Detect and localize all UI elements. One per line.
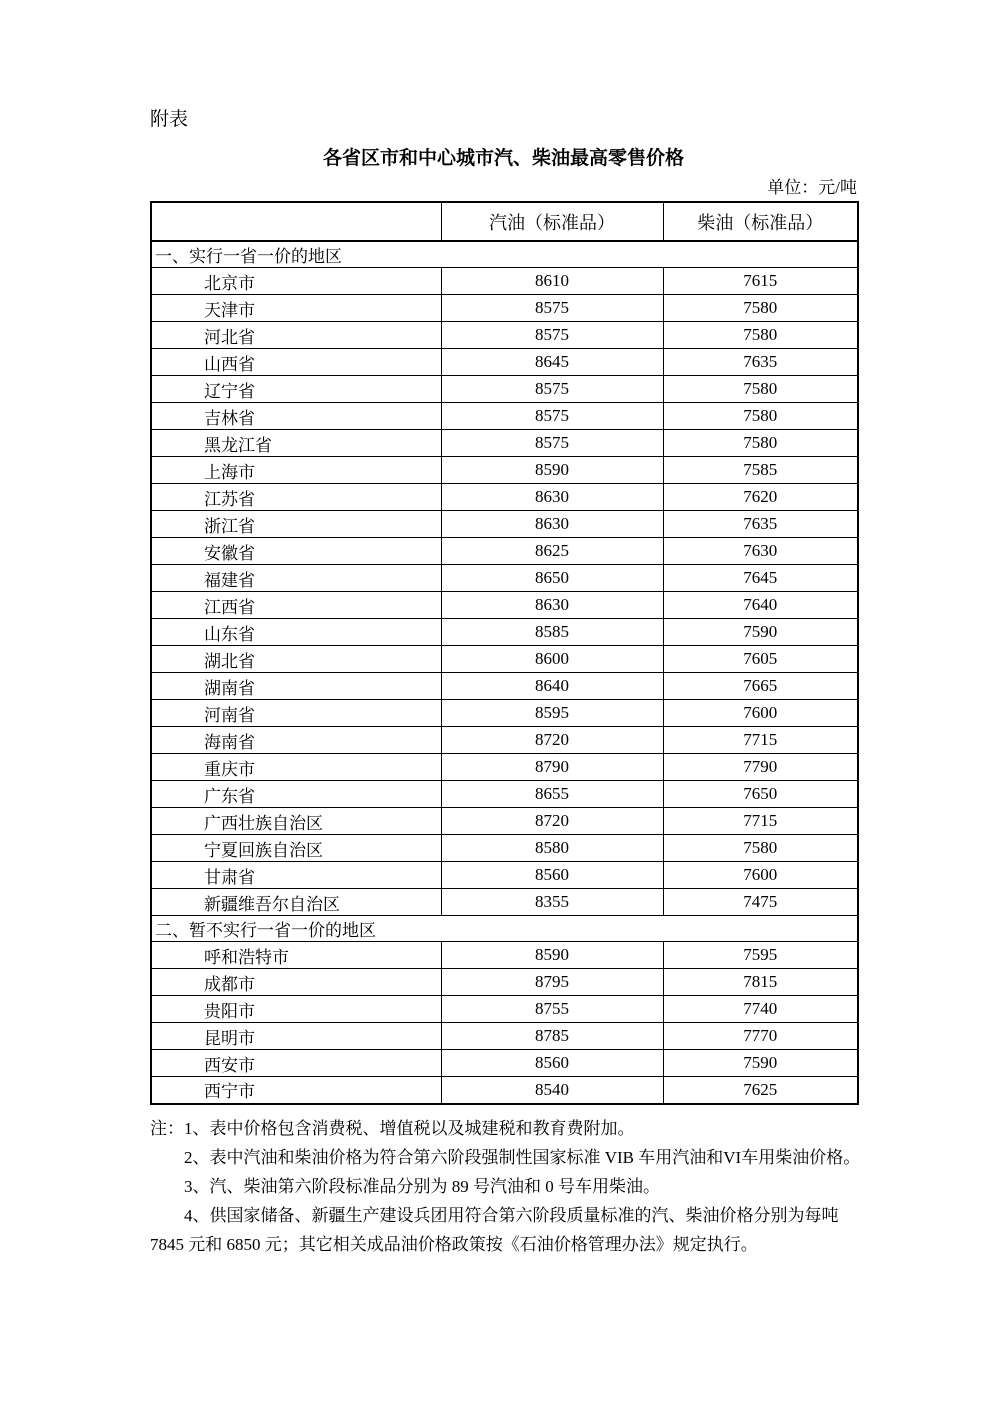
- diesel-price-cell: 7580: [663, 403, 858, 430]
- gasoline-price-cell: 8720: [441, 727, 663, 754]
- diesel-price-cell: 7590: [663, 619, 858, 646]
- table-row: [151, 969, 858, 996]
- gasoline-price-cell: 8575: [441, 322, 663, 349]
- gasoline-price-cell: 8560: [441, 1050, 663, 1077]
- diesel-price-cell: 7815: [663, 969, 858, 996]
- region-cell: 湖北省: [151, 646, 441, 673]
- gasoline-price-cell: 8645: [441, 349, 663, 376]
- table-row: [151, 592, 858, 619]
- gasoline-price-cell: 8720: [441, 808, 663, 835]
- region-cell: 浙江省: [151, 511, 441, 538]
- page-title: 各省区市和中心城市汽、柴油最高零售价格: [322, 148, 684, 169]
- table-row: [151, 754, 858, 781]
- diesel-price-cell: 7640: [663, 592, 858, 619]
- diesel-price-cell: 7580: [663, 322, 858, 349]
- gasoline-price-cell: 8655: [441, 781, 663, 808]
- table-row: [151, 376, 858, 403]
- column-header-region: [151, 202, 441, 241]
- section-header: 二、暂不实行一省一价的地区: [151, 916, 858, 942]
- table-row: [151, 430, 858, 457]
- note-1: 注：1、表中价格包含消费税、增值税以及城建税和教育费附加。: [150, 1118, 635, 1138]
- table-row: [151, 268, 858, 295]
- region-cell: 江苏省: [151, 484, 441, 511]
- table-row: [151, 889, 858, 916]
- diesel-price-cell: 7475: [663, 889, 858, 916]
- table-row: [151, 646, 858, 673]
- table-row: [151, 1077, 858, 1104]
- table-row: [151, 538, 858, 565]
- table-row: [151, 808, 858, 835]
- diesel-price-cell: 7580: [663, 835, 858, 862]
- diesel-price-cell: 7665: [663, 673, 858, 700]
- diesel-price-cell: 7580: [663, 430, 858, 457]
- diesel-price-cell: 7635: [663, 511, 858, 538]
- table-row: [151, 295, 858, 322]
- note-2: 2、表中汽油和柴油价格为符合第六阶段强制性国家标准 VIB 车用汽油和VI车用柴油价格。: [184, 1147, 861, 1167]
- table-row: [151, 511, 858, 538]
- region-cell: 黑龙江省: [151, 430, 441, 457]
- diesel-price-cell: 7645: [663, 565, 858, 592]
- gasoline-price-cell: 8625: [441, 538, 663, 565]
- column-header-diesel: 柴油（标准品）: [663, 202, 858, 241]
- gasoline-price-cell: 8590: [441, 457, 663, 484]
- region-cell: 上海市: [151, 457, 441, 484]
- table-row: [151, 457, 858, 484]
- diesel-price-cell: 7740: [663, 996, 858, 1023]
- diesel-price-cell: 7770: [663, 1023, 858, 1050]
- region-cell: 甘肃省: [151, 862, 441, 889]
- region-cell: 广东省: [151, 781, 441, 808]
- diesel-price-cell: 7600: [663, 862, 858, 889]
- gasoline-price-cell: 8575: [441, 295, 663, 322]
- diesel-price-cell: 7620: [663, 484, 858, 511]
- gasoline-price-cell: 8540: [441, 1077, 663, 1104]
- section-header-row: [151, 916, 858, 942]
- diesel-price-cell: 7585: [663, 457, 858, 484]
- diesel-price-cell: 7590: [663, 1050, 858, 1077]
- notes-block: [150, 1114, 862, 1259]
- diesel-price-cell: 7790: [663, 754, 858, 781]
- region-cell: 山西省: [151, 349, 441, 376]
- diesel-price-cell: 7580: [663, 376, 858, 403]
- region-cell: 海南省: [151, 727, 441, 754]
- diesel-price-cell: 7715: [663, 808, 858, 835]
- region-cell: 吉林省: [151, 403, 441, 430]
- gasoline-price-cell: 8785: [441, 1023, 663, 1050]
- diesel-price-cell: 7615: [663, 268, 858, 295]
- region-cell: 北京市: [151, 268, 441, 295]
- region-cell: 辽宁省: [151, 376, 441, 403]
- gasoline-price-cell: 8575: [441, 430, 663, 457]
- gasoline-price-cell: 8650: [441, 565, 663, 592]
- table-row: [151, 700, 858, 727]
- note-3: 3、汽、柴油第六阶段标准品分别为 89 号汽油和 0 号车用柴油。: [184, 1176, 660, 1196]
- gasoline-price-cell: 8580: [441, 835, 663, 862]
- region-cell: 安徽省: [151, 538, 441, 565]
- column-header-gasoline: 汽油（标准品）: [441, 202, 663, 241]
- gasoline-price-cell: 8630: [441, 592, 663, 619]
- price-table-body: [151, 202, 858, 1104]
- diesel-price-cell: 7595: [663, 942, 858, 969]
- region-cell: 新疆维吾尔自治区: [151, 889, 441, 916]
- region-cell: 天津市: [151, 295, 441, 322]
- diesel-price-cell: 7605: [663, 646, 858, 673]
- region-cell: 昆明市: [151, 1023, 441, 1050]
- region-cell: 宁夏回族自治区: [151, 835, 441, 862]
- gasoline-price-cell: 8755: [441, 996, 663, 1023]
- region-cell: 重庆市: [151, 754, 441, 781]
- region-cell: 西宁市: [151, 1077, 441, 1104]
- table-row: [151, 1023, 858, 1050]
- diesel-price-cell: 7635: [663, 349, 858, 376]
- table-row: [151, 781, 858, 808]
- region-cell: 西安市: [151, 1050, 441, 1077]
- region-cell: 河北省: [151, 322, 441, 349]
- section-header: 一、实行一省一价的地区: [151, 241, 858, 268]
- region-cell: 贵阳市: [151, 996, 441, 1023]
- gasoline-price-cell: 8355: [441, 889, 663, 916]
- table-row: [151, 565, 858, 592]
- table-row: [151, 1050, 858, 1077]
- diesel-price-cell: 7630: [663, 538, 858, 565]
- region-cell: 湖南省: [151, 673, 441, 700]
- diesel-price-cell: 7650: [663, 781, 858, 808]
- table-row: [151, 349, 858, 376]
- gasoline-price-cell: 8585: [441, 619, 663, 646]
- diesel-price-cell: 7600: [663, 700, 858, 727]
- region-cell: 福建省: [151, 565, 441, 592]
- price-table: [150, 201, 859, 1105]
- region-cell: 河南省: [151, 700, 441, 727]
- region-cell: 广西壮族自治区: [151, 808, 441, 835]
- table-row: [151, 996, 858, 1023]
- gasoline-price-cell: 8560: [441, 862, 663, 889]
- unit-label: 单位：元/吨: [767, 178, 857, 197]
- region-cell: 呼和浩特市: [151, 942, 441, 969]
- table-row: [151, 403, 858, 430]
- table-row: [151, 862, 858, 889]
- gasoline-price-cell: 8590: [441, 942, 663, 969]
- note-4: 4、供国家储备、新疆生产建设兵团用符合第六阶段质量标准的汽、柴油价格分别为每吨 7845 元和 6850 元；其它相关成品油价格政策按《石油价格管理办法》规定执行。: [150, 1205, 839, 1254]
- table-row: [151, 484, 858, 511]
- table-header-row: [151, 202, 858, 241]
- gasoline-price-cell: 8600: [441, 646, 663, 673]
- appendix-label: 附表: [150, 109, 189, 130]
- table-row: [151, 835, 858, 862]
- gasoline-price-cell: 8630: [441, 484, 663, 511]
- diesel-price-cell: 7625: [663, 1077, 858, 1104]
- gasoline-price-cell: 8610: [441, 268, 663, 295]
- diesel-price-cell: 7715: [663, 727, 858, 754]
- region-cell: 江西省: [151, 592, 441, 619]
- table-row: [151, 673, 858, 700]
- table-row: [151, 619, 858, 646]
- region-cell: 山东省: [151, 619, 441, 646]
- diesel-price-cell: 7580: [663, 295, 858, 322]
- gasoline-price-cell: 8640: [441, 673, 663, 700]
- table-row: [151, 322, 858, 349]
- table-row: [151, 727, 858, 754]
- gasoline-price-cell: 8595: [441, 700, 663, 727]
- gasoline-price-cell: 8575: [441, 403, 663, 430]
- region-cell: 成都市: [151, 969, 441, 996]
- gasoline-price-cell: 8630: [441, 511, 663, 538]
- section-header-row: [151, 241, 858, 268]
- gasoline-price-cell: 8790: [441, 754, 663, 781]
- table-row: [151, 942, 858, 969]
- gasoline-price-cell: 8575: [441, 376, 663, 403]
- gasoline-price-cell: 8795: [441, 969, 663, 996]
